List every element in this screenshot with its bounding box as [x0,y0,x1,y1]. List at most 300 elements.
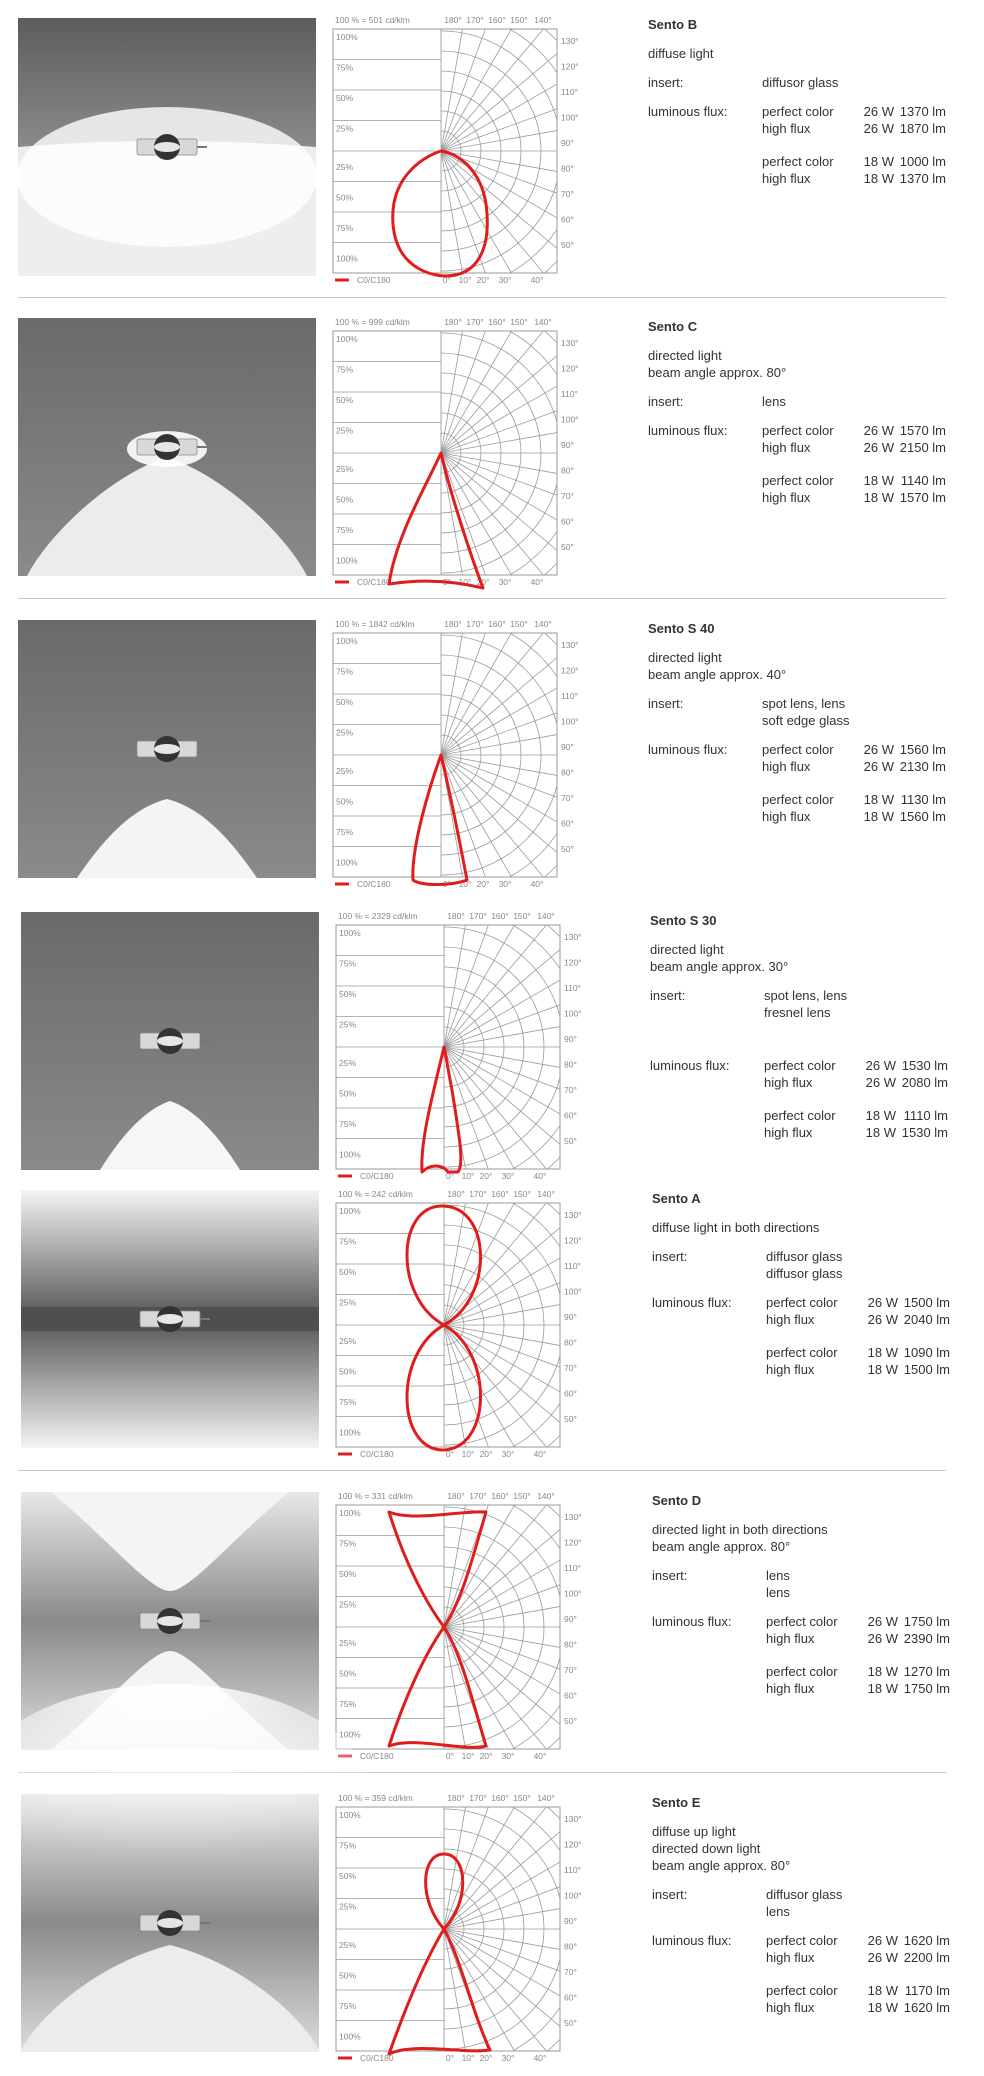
flux-lumens: 1870 lm [899,121,946,136]
legend-label: C0/C180 [357,275,391,285]
flux-variant: high flux [762,440,811,455]
product-name: Sento E [652,1795,701,1810]
right-angle-label: 130° [564,1512,582,1522]
pct-label: 25% [339,1940,357,1950]
flux-wattage: 18 W [867,1345,898,1360]
product-description: diffuse up light [652,1824,736,1839]
top-angle-label: 180° [447,911,465,921]
bottom-angle-label: 0° [445,1751,455,1761]
top-angle-label: 140° [534,619,552,629]
insert-value: lens [766,1585,790,1600]
bottom-angle-label: 10° [458,275,472,285]
light-distribution-diagram [334,910,582,1181]
flux-label: luminous flux: [652,1614,732,1629]
flux-row [648,808,968,825]
right-angle-label: 60° [564,1690,577,1701]
pct-label: 50% [336,697,354,707]
top-angle-label: 160° [491,1189,509,1199]
right-angle-label: 90° [564,1614,577,1624]
pct-label: 100% [339,1810,361,1820]
insert-value: diffusor glass [766,1266,843,1281]
right-angle-label: 110° [564,1563,581,1573]
top-angle-label: 160° [488,317,506,327]
right-angle-label: 70° [564,1363,577,1373]
right-angle-label: 110° [564,1261,581,1271]
section-divider [18,1470,946,1471]
flux-wattage: 26 W [863,104,894,119]
flux-variant: high flux [764,1075,813,1090]
bottom-angle-label: 0° [445,1171,455,1181]
bottom-angle-label: 10° [461,1449,475,1459]
bottom-angle-label: 10° [461,1751,475,1761]
flux-lumens: 1530 lm [901,1058,948,1073]
flux-label: luminous flux: [650,1058,730,1073]
flux-lumens: 2040 lm [903,1312,950,1327]
right-angle-label: 80° [564,1337,577,1348]
right-angle-label: 120° [561,61,579,72]
top-angle-label: 150° [513,1189,531,1199]
bottom-angle-label: 20° [476,879,490,889]
pct-label: 75% [336,666,354,677]
right-angle-label: 110° [561,87,578,97]
top-angle-label: 140° [537,911,555,921]
top-angle-label: 140° [537,1491,555,1501]
right-angle-label: 100° [561,414,579,425]
pct-label: 50% [336,192,354,203]
top-angle-label: 150° [513,1491,531,1501]
pct-label: 75% [336,62,354,73]
right-angle-label: 50° [561,844,574,854]
flux-row [648,791,968,808]
product-name: Sento C [648,319,698,334]
insert-row [648,74,968,91]
insert-value: diffusor glass [766,1249,843,1264]
light-distribution-diagram [331,14,579,285]
product-description: beam angle approx. 80° [648,365,787,380]
flux-wattage: 18 W [863,490,894,505]
flux-row [652,1982,972,1999]
pct-label: 75% [336,827,354,837]
legend-label: C0/C180 [357,577,391,587]
legend-label: C0/C180 [360,1449,394,1459]
right-angle-label: 100° [561,112,579,123]
flux-label: luminous flux: [652,1295,732,1310]
bottom-angle-label: 40° [533,2053,547,2063]
pct-label: 25% [339,1058,357,1068]
pct-label: 75% [339,2001,357,2011]
pct-label: 25% [336,464,354,474]
legend-label: C0/C180 [360,1751,394,1761]
right-angle-label: 80° [564,1941,577,1952]
top-angle-label: 160° [488,15,506,25]
flux-variant: perfect color [766,1983,838,1998]
flux-variant: perfect color [766,1295,838,1310]
pct-label: 100% [336,334,358,344]
right-angle-label: 120° [564,957,582,968]
top-angle-label: 140° [537,1793,555,1803]
pct-label: 50% [336,93,354,103]
pct-label: 50% [339,1970,357,1981]
bottom-angle-label: 20° [476,275,490,285]
right-angle-label: 100° [564,1008,582,1019]
pct-label: 50% [339,989,357,999]
flux-row [648,489,968,506]
bottom-angle-label: 0° [445,1449,455,1459]
polar-diagram [331,316,579,587]
diagram-scale: 100 % = 501 cd/klm [335,15,410,25]
top-angle-label: 160° [491,911,509,921]
flux-lumens: 1750 lm [903,1681,950,1696]
right-angle-label: 50° [561,542,574,552]
flux-variant: high flux [766,1631,815,1646]
flux-row [652,1680,972,1697]
flux-row [648,472,968,489]
right-angle-label: 120° [564,1235,582,1246]
flux-lumens: 1570 lm [899,490,946,505]
flux-variant: perfect color [766,1614,838,1629]
product-info [648,620,968,825]
flux-variant: perfect color [762,742,834,757]
pct-label: 50% [339,1267,357,1277]
pct-label: 50% [336,796,354,807]
insert-value: lens [766,1568,790,1583]
pct-label: 75% [339,958,357,969]
top-angle-label: 160° [488,619,506,629]
right-angle-label: 60° [561,214,574,225]
bottom-angle-label: 20° [476,577,490,587]
product-description: directed light in both directions [652,1522,828,1537]
flux-variant: high flux [762,121,811,136]
pct-label: 75% [336,364,354,375]
insert-value: soft edge glass [762,713,850,728]
insert-value: lens [762,394,786,409]
pct-label: 100% [339,1149,361,1160]
top-angle-label: 160° [491,1491,509,1501]
flux-lumens: 1270 lm [903,1664,950,1679]
flux-lumens: 1130 lm [900,792,946,807]
flux-row [652,1294,972,1311]
insert-value: spot lens, lens [764,988,848,1003]
pct-label: 50% [336,395,354,405]
right-angle-label: 130° [564,1210,582,1220]
product-photo [21,912,319,1170]
product-description: directed light [648,348,722,363]
pct-label: 50% [339,1088,357,1099]
flux-wattage: 18 W [867,1362,898,1377]
pct-label: 100% [336,636,358,646]
insert-value: fresnel lens [764,1005,831,1020]
insert-row [652,1248,972,1265]
pct-label: 75% [339,1840,357,1851]
bottom-angle-label: 40° [533,1751,547,1761]
flux-row [650,1124,970,1141]
insert-row [652,1265,972,1282]
flux-lumens: 2130 lm [899,759,946,774]
right-angle-label: 120° [561,363,579,374]
pct-label: 50% [339,1871,357,1881]
top-angle-label: 150° [510,619,528,629]
right-angle-label: 100° [561,716,579,727]
insert-label: insert: [648,394,684,409]
flux-wattage: 18 W [865,1125,896,1140]
flux-row [648,170,968,187]
pct-label: 25% [339,1336,357,1346]
flux-row [652,1344,972,1361]
pct-label: 100% [339,928,361,938]
right-angle-label: 60° [564,1992,577,2003]
pct-label: 75% [339,1397,357,1407]
insert-row [650,987,970,1004]
right-angle-label: 60° [561,516,574,527]
top-angle-label: 170° [466,619,484,629]
flux-label: luminous flux: [652,1933,732,1948]
flux-lumens: 2390 lm [903,1631,950,1646]
flux-label: luminous flux: [648,423,728,438]
right-angle-label: 50° [564,1136,577,1146]
top-angle-label: 170° [469,911,487,921]
insert-row [652,1584,972,1601]
diagram-scale: 100 % = 2329 cd/klm [338,911,418,921]
flux-wattage: 26 W [863,742,894,757]
flux-variant: perfect color [762,154,834,169]
bottom-angle-label: 40° [530,879,544,889]
flux-wattage: 18 W [867,2000,898,2015]
product-info [648,16,968,187]
flux-lumens: 1370 lm [899,104,946,119]
flux-variant: high flux [762,490,811,505]
product-name: Sento S 30 [650,913,717,928]
right-angle-label: 90° [561,440,574,450]
light-distribution-diagram [331,316,579,587]
flux-lumens: 1140 lm [900,473,946,488]
flux-lumens: 1000 lm [899,154,946,169]
pct-label: 50% [339,1668,357,1679]
top-angle-label: 150° [510,317,528,327]
right-angle-label: 80° [561,465,574,476]
flux-variant: perfect color [764,1108,836,1123]
flux-lumens: 1620 lm [903,1933,950,1948]
insert-value: diffusor glass [762,75,839,90]
bottom-angle-label: 40° [530,275,544,285]
right-angle-label: 70° [564,1665,577,1675]
right-angle-label: 60° [564,1388,577,1399]
right-angle-label: 110° [561,691,578,701]
flux-wattage: 26 W [863,759,894,774]
right-angle-label: 130° [561,338,579,348]
top-angle-label: 170° [469,1189,487,1199]
flux-row [652,1932,972,1949]
light-distribution-diagram [334,1490,582,1761]
insert-value: spot lens, lens [762,696,846,711]
flux-row [650,1107,970,1124]
top-angle-label: 180° [444,317,462,327]
pct-label: 25% [336,123,354,134]
flux-row [652,1630,972,1647]
right-angle-label: 130° [561,36,579,46]
bottom-angle-label: 0° [442,577,452,587]
light-distribution-diagram [334,1188,582,1459]
pct-label: 25% [336,425,354,436]
right-angle-label: 100° [564,1890,582,1901]
insert-row [648,712,968,729]
flux-lumens: 2150 lm [899,440,946,455]
bottom-angle-label: 0° [442,275,452,285]
bottom-angle-label: 0° [442,879,452,889]
flux-wattage: 18 W [867,1664,898,1679]
flux-wattage: 18 W [863,473,894,488]
flux-variant: perfect color [762,792,834,807]
flux-row [648,439,968,456]
insert-label: insert: [652,1887,688,1902]
product-description: diffuse light [648,46,714,61]
right-angle-label: 100° [564,1588,582,1599]
product-description: directed light [648,650,722,665]
top-angle-label: 180° [444,619,462,629]
flux-lumens: 1570 lm [899,423,946,438]
section-divider [18,297,946,298]
flux-variant: perfect color [766,1933,838,1948]
product-info [652,1794,972,2016]
flux-lumens: 1530 lm [901,1125,948,1140]
top-angle-label: 180° [447,1491,465,1501]
product-photo [18,18,316,276]
right-angle-label: 80° [561,163,574,174]
flux-variant: high flux [766,2000,815,2015]
flux-row [652,1613,972,1630]
insert-value: diffusor glass [766,1887,843,1902]
pct-label: 25% [339,1019,357,1030]
right-angle-label: 70° [561,189,574,199]
flux-variant: perfect color [762,423,834,438]
flux-wattage: 26 W [867,1295,898,1310]
top-angle-label: 170° [469,1491,487,1501]
pct-label: 50% [339,1569,357,1579]
insert-value: lens [766,1904,790,1919]
pct-label: 100% [339,1206,361,1216]
flux-variant: perfect color [766,1345,838,1360]
legend-label: C0/C180 [360,2053,394,2063]
bottom-angle-label: 0° [445,2053,455,2063]
bottom-angle-label: 30° [501,2053,515,2063]
bottom-angle-label: 40° [533,1171,547,1181]
insert-label: insert: [652,1568,688,1583]
pct-label: 75% [339,1699,357,1709]
right-angle-label: 90° [561,138,574,148]
pct-label: 100% [336,32,358,42]
flux-wattage: 26 W [867,1950,898,1965]
right-angle-label: 70° [564,1967,577,1977]
bottom-angle-label: 20° [479,1751,493,1761]
pct-label: 100% [339,2031,361,2042]
flux-wattage: 26 W [865,1075,896,1090]
insert-row [652,1886,972,1903]
product-photo [21,1190,319,1448]
product-info [652,1190,972,1378]
pct-label: 75% [339,1119,357,1129]
top-angle-label: 180° [444,15,462,25]
bottom-angle-label: 10° [461,2053,475,2063]
product-photo [18,620,316,878]
flux-wattage: 26 W [867,1614,898,1629]
diagram-scale: 100 % = 359 cd/klm [338,1793,413,1803]
light-distribution-diagram [334,1792,582,2063]
insert-label: insert: [648,696,684,711]
bottom-angle-label: 20° [479,2053,493,2063]
flux-row [652,1999,972,2016]
insert-row [648,393,968,410]
product-name: Sento A [652,1191,701,1206]
product-photo [21,1794,319,2052]
product-description: beam angle approx. 30° [650,959,789,974]
pct-label: 100% [339,1729,361,1740]
flux-lumens: 1090 lm [903,1345,950,1360]
flux-wattage: 18 W [863,154,894,169]
bottom-angle-label: 30° [498,577,512,587]
pct-label: 50% [336,494,354,505]
pct-label: 25% [336,766,354,776]
flux-row [652,1949,972,1966]
right-angle-label: 80° [564,1639,577,1650]
flux-wattage: 26 W [867,1631,898,1646]
top-angle-label: 150° [510,15,528,25]
right-angle-label: 50° [561,240,574,250]
right-angle-label: 50° [564,1414,577,1424]
right-angle-label: 130° [561,640,579,650]
flux-wattage: 18 W [867,1983,898,1998]
pct-label: 100% [336,253,358,264]
flux-row [648,758,968,775]
flux-row [648,741,968,758]
flux-wattage: 26 W [867,1933,898,1948]
polar-diagram [331,618,579,889]
flux-lumens: 1170 lm [904,1983,950,1998]
top-angle-label: 170° [466,15,484,25]
flux-row [650,1074,970,1091]
pct-label: 100% [336,857,358,868]
pct-label: 25% [336,162,354,172]
flux-lumens: 1370 lm [899,171,946,186]
right-angle-label: 60° [564,1110,577,1121]
top-angle-label: 140° [534,317,552,327]
flux-row [652,1311,972,1328]
polar-diagram [334,1792,582,2063]
pct-label: 25% [336,727,354,738]
diagram-scale: 100 % = 999 cd/klm [335,317,410,327]
flux-wattage: 26 W [867,1312,898,1327]
right-angle-label: 60° [561,818,574,829]
right-angle-label: 80° [561,767,574,778]
right-angle-label: 120° [564,1537,582,1548]
flux-lumens: 1620 lm [903,2000,950,2015]
product-name: Sento D [652,1493,702,1508]
top-angle-label: 170° [469,1793,487,1803]
bottom-angle-label: 30° [498,275,512,285]
flux-lumens: 2200 lm [903,1950,950,1965]
pct-label: 75% [336,525,354,535]
legend-label: C0/C180 [357,879,391,889]
flux-label: luminous flux: [648,742,728,757]
product-description: beam angle approx. 40° [648,667,787,682]
insert-label: insert: [652,1249,688,1264]
pct-label: 75% [336,223,354,233]
top-angle-label: 150° [513,911,531,921]
pct-label: 75% [339,1538,357,1549]
flux-row [648,120,968,137]
right-angle-label: 100° [564,1286,582,1297]
flux-row [650,1057,970,1074]
polar-diagram [334,910,582,1181]
pct-label: 25% [339,1901,357,1912]
